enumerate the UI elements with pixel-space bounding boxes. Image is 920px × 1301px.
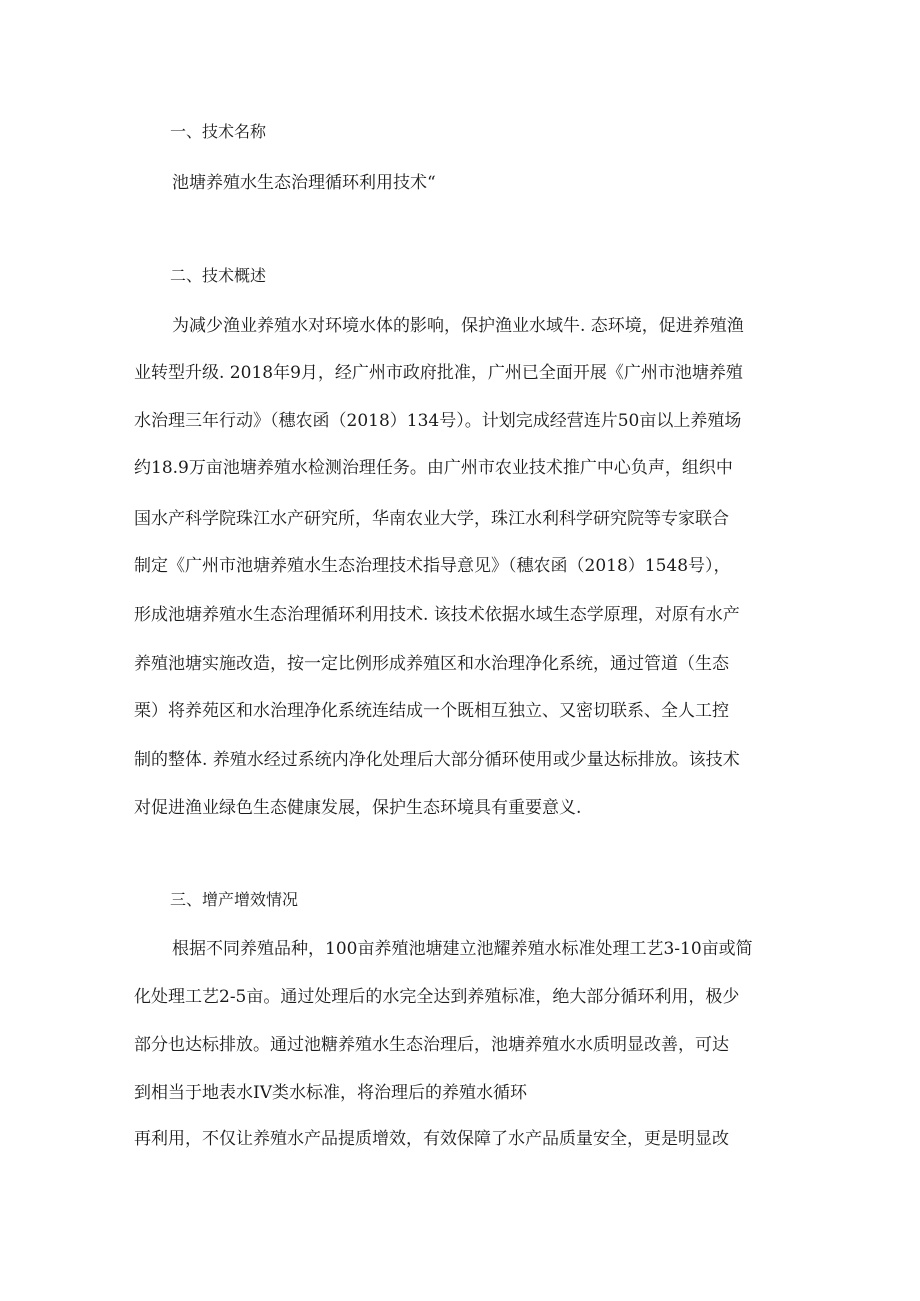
paragraph-line: 养殖池塘实施改造，按一定比例形成养殖区和水治理净化系统，通过管道（生态 — [134, 654, 729, 674]
section-2-heading: 二、技术概述 — [170, 266, 267, 285]
paragraph-line: 对促进渔业绿色生态健康发展，保护生态环境具有重要意义. — [134, 798, 582, 818]
paragraph-line: 国水产科学院珠江水产研究所，华南农业大学，珠江水利科学研究院等专家联合 — [134, 509, 729, 529]
section-3-heading: 三、增产增效情况 — [170, 890, 299, 909]
paragraph-line: 形成池塘养殖水生态治理循环利用技术. 该技术依据水域生态学原理，对原有水产 — [134, 605, 740, 625]
paragraph-line: 水治理三年行动》（穗农函（2018）134号）。计划完成经营连片50亩以上养殖场 — [134, 411, 742, 431]
technology-name: 池塘养殖水生态治理循环利用技术“ — [172, 173, 436, 193]
paragraph-line: 为减少渔业养殖水对环境水体的影响，保护渔业水域牛. 态环境，促进养殖渔 — [172, 316, 744, 336]
paragraph-line: 约18.9万亩池塘养殖水检测治理任务。由广州市农业技术推广中心负声，组织中 — [134, 458, 733, 478]
paragraph-line: 制的整体. 养殖水经过系统内净化处理后大部分循环使用或少量达标排放。该技术 — [134, 750, 740, 770]
paragraph-line: 化处理工艺2-5亩。通过处理后的水完全达到养殖标准，绝大部分循环利用，极少 — [134, 987, 740, 1007]
paragraph-line: 到相当于地表水IV类水标准，将治理后的养殖水循环 — [134, 1083, 527, 1103]
paragraph-line: 栗）将养苑区和水治理净化系统连结成一个既相互独立、又密切联系、全人工控 — [134, 701, 729, 721]
paragraph-line: 根据不同养殖品种，100亩养殖池塘建立池耀养殖水标准处理工艺3-10亩或简 — [172, 939, 753, 959]
paragraph-line: 业转型升级. 2018年9月，经广州市政府批准，广州已全面开展《广州市池塘养殖 — [134, 363, 743, 383]
section-1-heading: 一、技术名称 — [170, 122, 267, 141]
paragraph-line: 再利用，不仅让养殖水产品提质增效，有效保障了水产品质量安全，更是明显改 — [134, 1129, 729, 1149]
paragraph-line: 部分也达标排放。通过池糖养殖水生态治理后，池塘养殖水水质明显改善，可达 — [134, 1035, 729, 1055]
paragraph-line: 制定《广州市池塘养殖水生态治理技术指导意见》（穗农函（2018）1548号）， — [134, 556, 731, 576]
